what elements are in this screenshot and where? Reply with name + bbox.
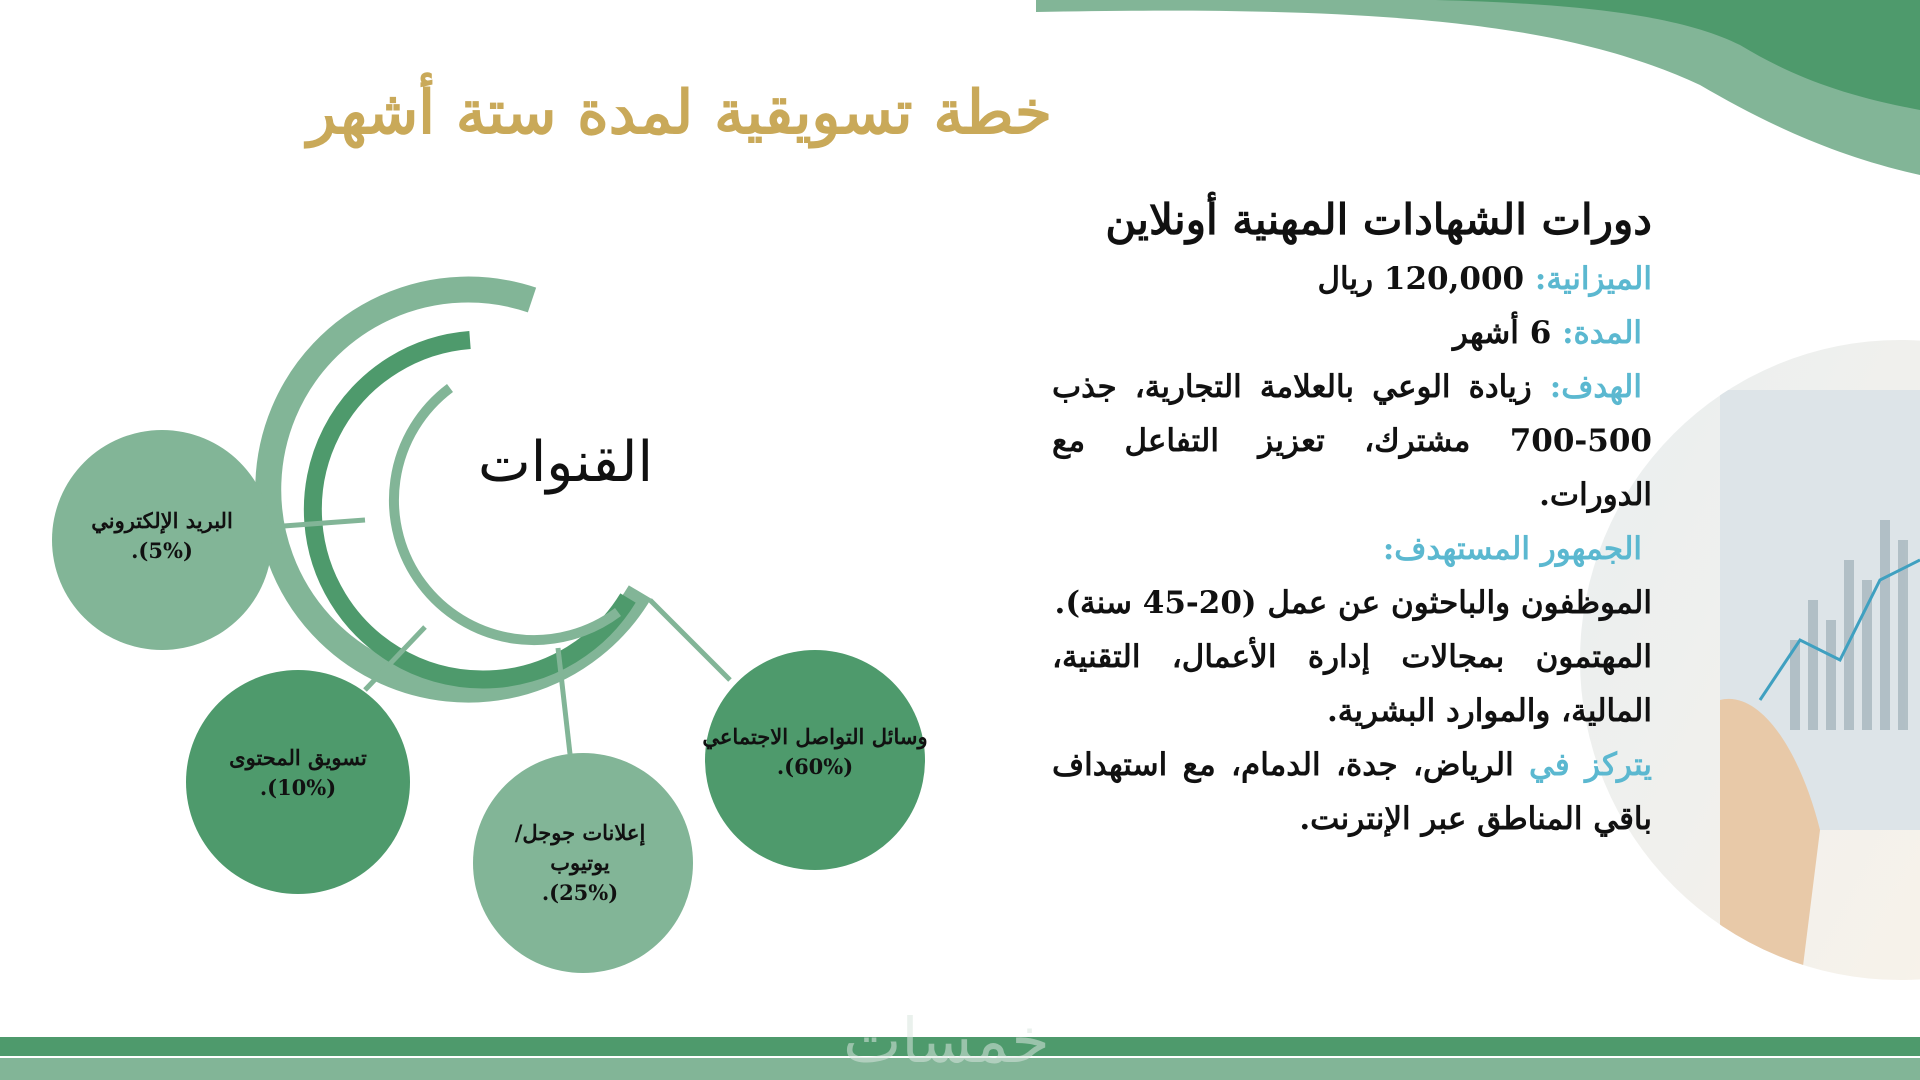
budget-value: 120,000 ريال xyxy=(1317,261,1525,297)
course-heading: دورات الشهادات المهنية أونلاين xyxy=(1105,195,1652,244)
connector-social xyxy=(650,600,730,680)
channel-content-text xyxy=(198,743,398,803)
audience-label-row xyxy=(1052,522,1652,576)
channel-share: (25%). xyxy=(541,880,619,905)
channel-share: (60%). xyxy=(776,754,854,779)
channel-name: البريد الإلكتروني xyxy=(91,508,233,533)
budget-label: الميزانية: xyxy=(1534,261,1652,297)
channel-name: تسويق المحتوى xyxy=(229,745,367,770)
connector-email xyxy=(270,520,365,527)
channel-email-text xyxy=(62,506,262,566)
focus-label: يتركز في xyxy=(1529,747,1652,783)
channel-share: (5%). xyxy=(131,538,193,563)
focus-value: الرياض، جدة، الدمام، مع استهداف باقي المناطق عبر الإنترنت. xyxy=(1052,747,1652,837)
budget-row xyxy=(1052,252,1652,306)
goal-row xyxy=(1052,360,1652,522)
duration-label: المدة: xyxy=(1562,315,1642,351)
course-info xyxy=(1052,195,1652,846)
slide-title: خطة تسويقية لمدة ستة أشهر xyxy=(307,78,1052,148)
channels-label: القنوات xyxy=(478,430,654,495)
channel-share: (10%). xyxy=(259,775,337,800)
hub-arc-inner xyxy=(394,388,618,640)
goal-label: الهدف: xyxy=(1549,369,1642,405)
duration-value: 6 أشهر xyxy=(1452,315,1552,351)
audience-label: الجمهور المستهدف: xyxy=(1382,531,1642,567)
goal-value: زيادة الوعي بالعلامة التجارية، جذب 500-700 مشترك، تعزيز التفاعل مع الدورات. xyxy=(1052,369,1652,513)
channel-name: إعلانات جوجل/ يوتيوب xyxy=(514,820,646,875)
duration-row xyxy=(1052,306,1652,360)
audience-line-2: المهتمون بمجالات إدارة الأعمال، التقنية، المالية، والموارد البشرية. xyxy=(1052,639,1652,729)
channel-social-text xyxy=(695,722,935,782)
audience-line-1: الموظفون والباحثون عن عمل (20-45 سنة). xyxy=(1054,585,1652,621)
channel-google-text xyxy=(490,818,670,908)
channel-name: وسائل التواصل الاجتماعي xyxy=(702,724,928,749)
focus-row xyxy=(1052,738,1652,846)
watermark-logo: خمسات xyxy=(843,1004,1050,1077)
